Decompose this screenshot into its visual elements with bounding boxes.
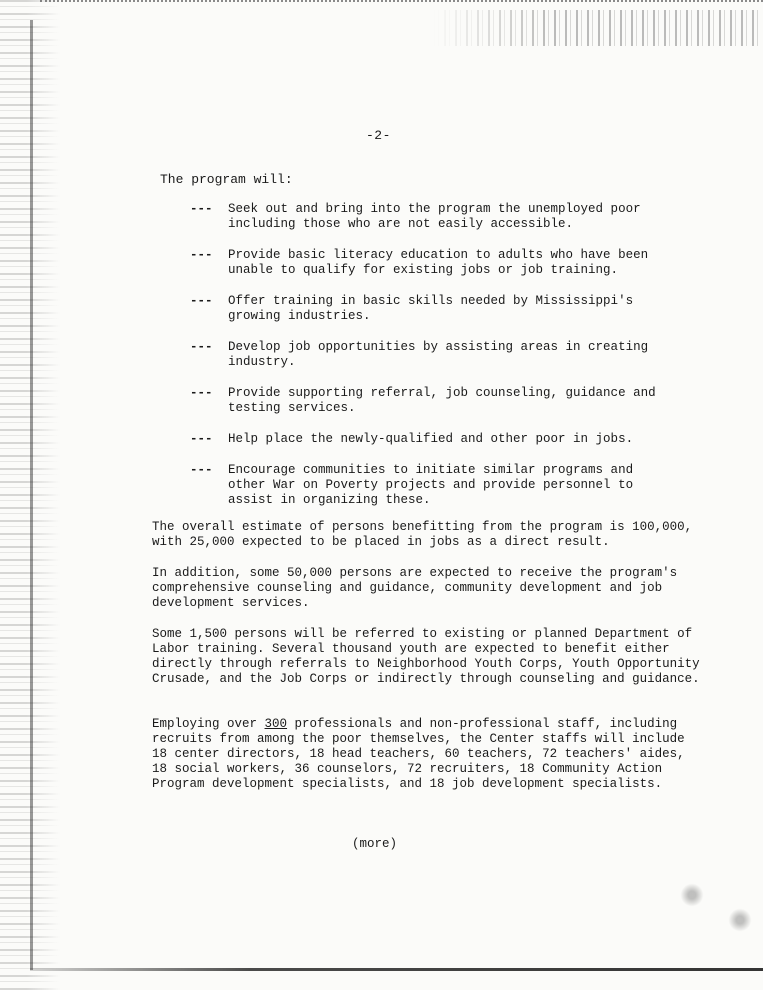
- scan-edge-left: [30, 20, 33, 970]
- bullet-marker: ---: [190, 248, 213, 262]
- bullet-marker: ---: [190, 202, 213, 216]
- staff-text-before: Employing over: [152, 717, 265, 731]
- bullet-marker: ---: [190, 340, 213, 354]
- list-item-text: Develop job opportunities by assisting areas in creating industry.: [228, 340, 649, 369]
- list-item-text: Encourage communities to initiate similar programs and other War on Poverty projects and provide personnel to assist in organizing these.: [228, 463, 634, 507]
- referrals-paragraph: Some 1,500 persons will be referred to existing or planned Department of Labor training. Several thousand youth are expected to benefit either directly through referrals to Neighborhood Youth Corps, Youth Opportunity Crusade, and the Job Corps or indirectly through counseling and guidance.: [152, 627, 700, 686]
- services-paragraph: In addition, some 50,000 persons are expected to receive the program's comprehensive counseling and guidance, community development and job development services.: [152, 566, 678, 610]
- program-goals-list: [186, 202, 666, 524]
- staff-text-after: professionals and non-professional staff, including recruits from among the poor themselves, the Center staffs will include 18 center directors, 18 head teachers, 60 teachers, 72 teachers' aides, 18 social workers, 36 counselors, 72 recruiters, 18 Community Action Program development specialists, and 18 job development specialists.: [152, 717, 685, 791]
- bullet-marker: ---: [190, 432, 213, 446]
- list-item-text: Provide supporting referral, job counseling, guidance and testing services.: [228, 386, 656, 415]
- scan-speck: [680, 880, 704, 910]
- list-item-text: Seek out and bring into the program the unemployed poor including those who are not easily accessible.: [228, 202, 641, 231]
- list-item-text: Provide basic literacy education to adults who have been unable to qualify for existing jobs or job training.: [228, 248, 649, 277]
- list-item: [186, 386, 666, 416]
- staff-count: 300: [264, 717, 288, 731]
- list-item: [186, 432, 666, 447]
- list-item: [186, 340, 666, 370]
- scan-edge-bottom: [30, 968, 763, 971]
- page-number: -2-: [366, 128, 391, 143]
- bullet-marker: ---: [190, 294, 213, 308]
- list-item: [186, 202, 666, 232]
- estimate-paragraph: The overall estimate of persons benefitting from the program is 100,000, with 25,000 expected to be placed in jobs as a direct result.: [152, 520, 693, 549]
- staff-paragraph: [152, 717, 707, 792]
- continuation-marker: (more): [352, 837, 398, 851]
- scan-speck: [728, 905, 752, 935]
- bullet-marker: ---: [190, 463, 213, 477]
- list-item: [186, 248, 666, 278]
- list-item-text: Help place the newly-qualified and other poor in jobs.: [228, 432, 634, 446]
- scan-noise-top: [433, 10, 763, 46]
- list-item: [186, 294, 666, 324]
- bullet-marker: ---: [190, 386, 213, 400]
- list-item-text: Offer training in basic skills needed by Mississippi's growing industries.: [228, 294, 634, 323]
- intro-line: The program will:: [160, 172, 293, 187]
- list-item: [186, 463, 666, 508]
- scan-edge-top: [40, 0, 763, 8]
